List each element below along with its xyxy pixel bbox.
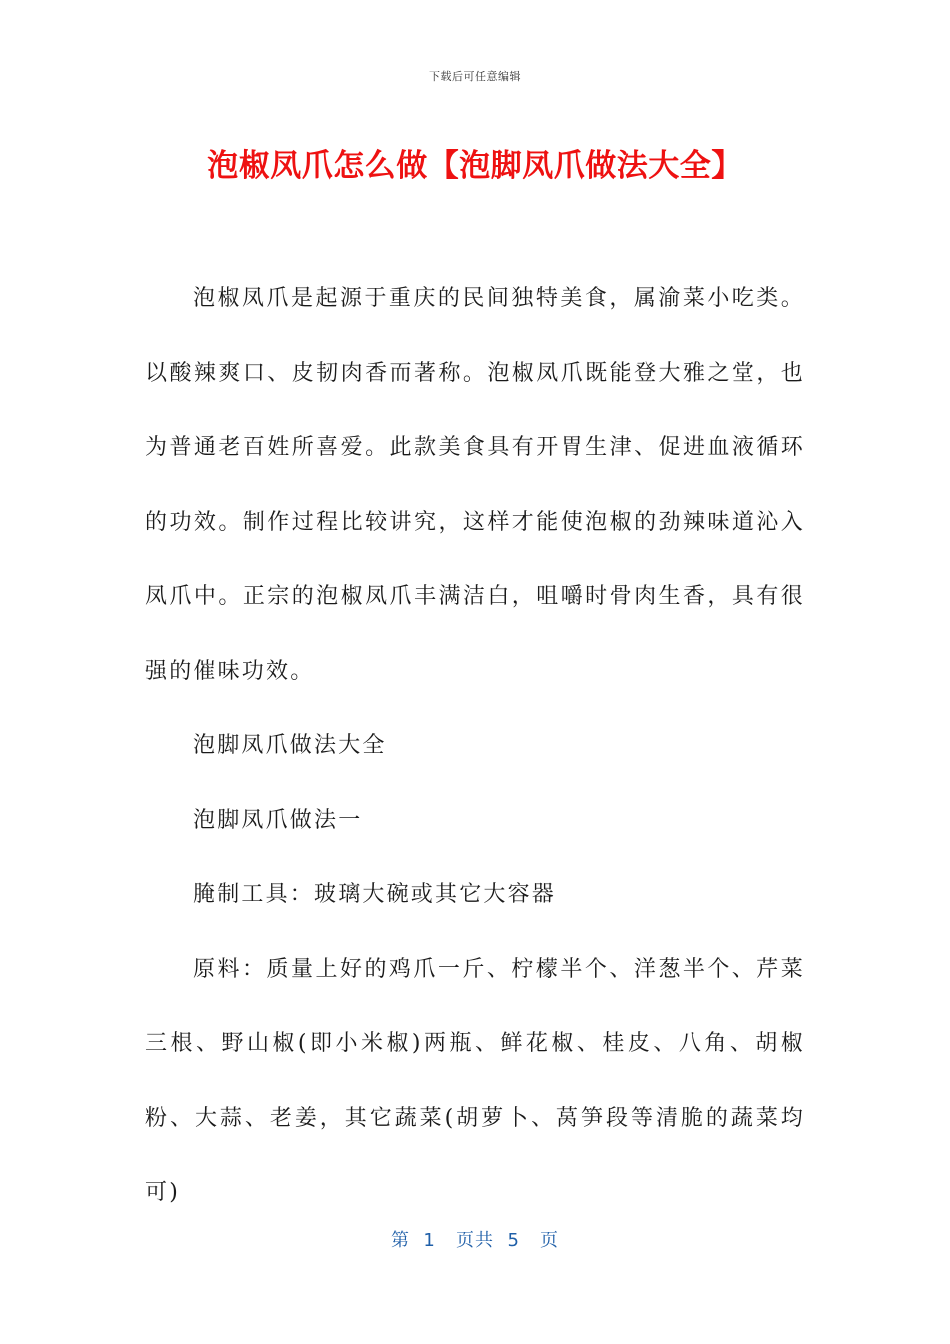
document-title: 泡椒凤爪怎么做【泡脚凤爪做法大全】 xyxy=(207,148,743,184)
document-body xyxy=(145,262,805,1231)
header-note: 下载后可任意编辑 xyxy=(429,70,521,83)
paragraph-method-heading: 泡脚凤爪做法一 xyxy=(193,807,363,833)
paragraph-section-heading: 泡脚凤爪做法大全 xyxy=(193,733,387,758)
paragraph-ingredients: 原料：质量上好的鸡爪一斤、柠檬半个、洋葱半个、芹菜三根、野山椒(即小米椒)两瓶、鲜花椒、桂皮、八角、胡椒粉、大蒜、老姜，其它蔬菜(胡萝卜、莴笋段等清脆的蔬菜均可) xyxy=(145,956,805,1205)
paragraph-intro: 泡椒凤爪是起源于重庆的民间独特美食，属渝菜小吃类。以酸辣爽口、皮韧肉香而著称。泡椒凤爪既能登大雅之堂，也为普通老百姓所喜爱。此款美食具有开胃生津、促进血液循环的功效。制作过程比较讲究，这样才能使泡椒的劲辣味道沁入凤爪中。正宗的泡椒凤爪丰满洁白，咀嚼时骨肉生香，具有很强的催味功效。 xyxy=(145,286,805,684)
page-number-footer: 第 1 页共 5 页 xyxy=(390,1230,560,1251)
paragraph-tools: 腌制工具：玻璃大碗或其它大容器 xyxy=(193,882,557,907)
